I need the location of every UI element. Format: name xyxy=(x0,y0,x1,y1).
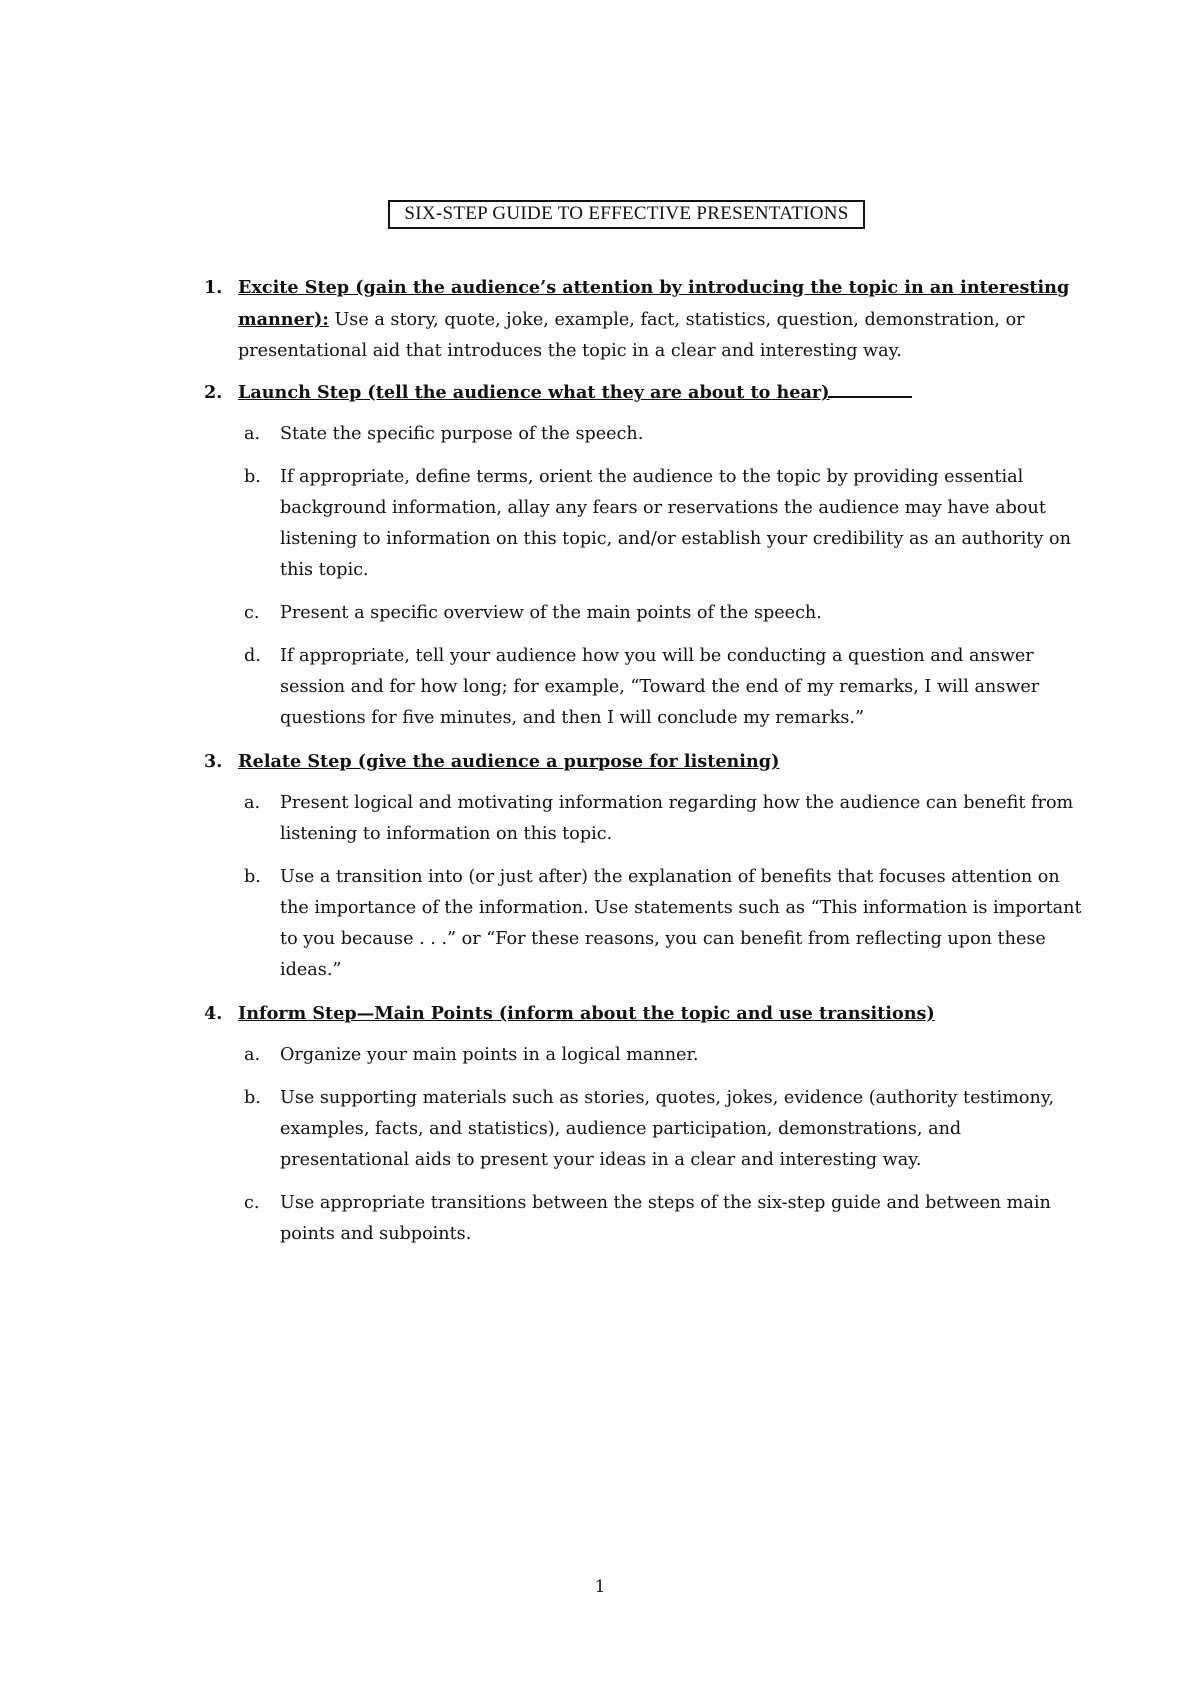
list-item xyxy=(238,1083,1084,1176)
list-item xyxy=(238,1188,1084,1250)
document-title: SIX-STEP GUIDE TO EFFECTIVE PRESENTATIONS xyxy=(388,200,864,229)
heading-underline-extension xyxy=(828,378,912,398)
step-heading: Inform Step—Main Points (inform about the topic and use transitions) xyxy=(238,1003,935,1024)
step-number: 1. xyxy=(204,277,223,298)
item-text: Organize your main points in a logical manner. xyxy=(280,1045,699,1065)
step-heading: Launch Step (tell the audience what they are about to hear) xyxy=(238,382,830,403)
list-item xyxy=(238,1040,1084,1071)
step-number: 4. xyxy=(204,1003,223,1024)
list-item xyxy=(238,419,1084,450)
item-label: b. xyxy=(244,467,261,487)
item-text: Use supporting materials such as stories, quotes, jokes, evidence (authority testimony, examples, facts, and statistics), audience participation, demonstrations, and presentational aids to present your ideas in a clear and interesting way. xyxy=(280,1088,1055,1170)
item-label: b. xyxy=(244,867,261,887)
list-item xyxy=(238,788,1084,850)
step-number: 3. xyxy=(204,751,223,772)
step-4-items xyxy=(238,1040,1084,1250)
step-1 xyxy=(204,272,1084,367)
item-label: b. xyxy=(244,1088,261,1108)
list-item xyxy=(238,462,1084,586)
item-text: Use appropriate transitions between the steps of the six-step guide and between main points and subpoints. xyxy=(280,1193,1051,1244)
list-item xyxy=(238,862,1084,986)
item-text: If appropriate, tell your audience how you will be conducting a question and answer session and for how long; for example, “Toward the end of my remarks, I will answer questions for five minutes, and then I will conclude my remarks.” xyxy=(280,646,1040,728)
item-text: If appropriate, define terms, orient the audience to the topic by providing essential background information, allay any fears or reservations the audience may have about listening to information on this topic, and/or establish your credibility as an authority on this topic. xyxy=(280,467,1071,580)
item-label: a. xyxy=(244,793,261,813)
item-label: a. xyxy=(244,1045,261,1065)
item-text: Use a transition into (or just after) the explanation of benefits that focuses attention on the importance of the information. Use statements such as “This information is important to you because . . .” or “For these reasons, you can benefit from reflecting upon these ideas.” xyxy=(280,867,1082,980)
list-item xyxy=(238,598,1084,629)
steps-list xyxy=(204,272,1084,1262)
step-2-items xyxy=(238,419,1084,734)
item-label: c. xyxy=(244,603,260,623)
item-text: Present logical and motivating information regarding how the audience can benefit from listening to information on this topic. xyxy=(280,793,1074,844)
item-text: Present a specific overview of the main points of the speech. xyxy=(280,603,822,623)
step-text: Use a story, quote, joke, example, fact, statistics, question, demonstration, or presentational aid that introduces the topic in a clear and interesting way. xyxy=(238,310,1025,361)
step-3-items xyxy=(238,788,1084,986)
item-label: d. xyxy=(244,646,261,666)
title-container xyxy=(0,200,1200,229)
step-4 xyxy=(204,998,1084,1250)
item-text: State the specific purpose of the speech. xyxy=(280,424,644,444)
step-heading: Relate Step (give the audience a purpose for listening) xyxy=(238,751,780,772)
item-label: a. xyxy=(244,424,261,444)
step-heading: Excite Step (gain the audience’s attention by introducing the topic in an interesting manner): xyxy=(238,277,1070,330)
page-number: 1 xyxy=(594,1577,606,1597)
step-3 xyxy=(204,746,1084,986)
step-2 xyxy=(204,377,1084,734)
list-item xyxy=(238,641,1084,734)
item-label: c. xyxy=(244,1193,260,1213)
step-number: 2. xyxy=(204,382,223,403)
